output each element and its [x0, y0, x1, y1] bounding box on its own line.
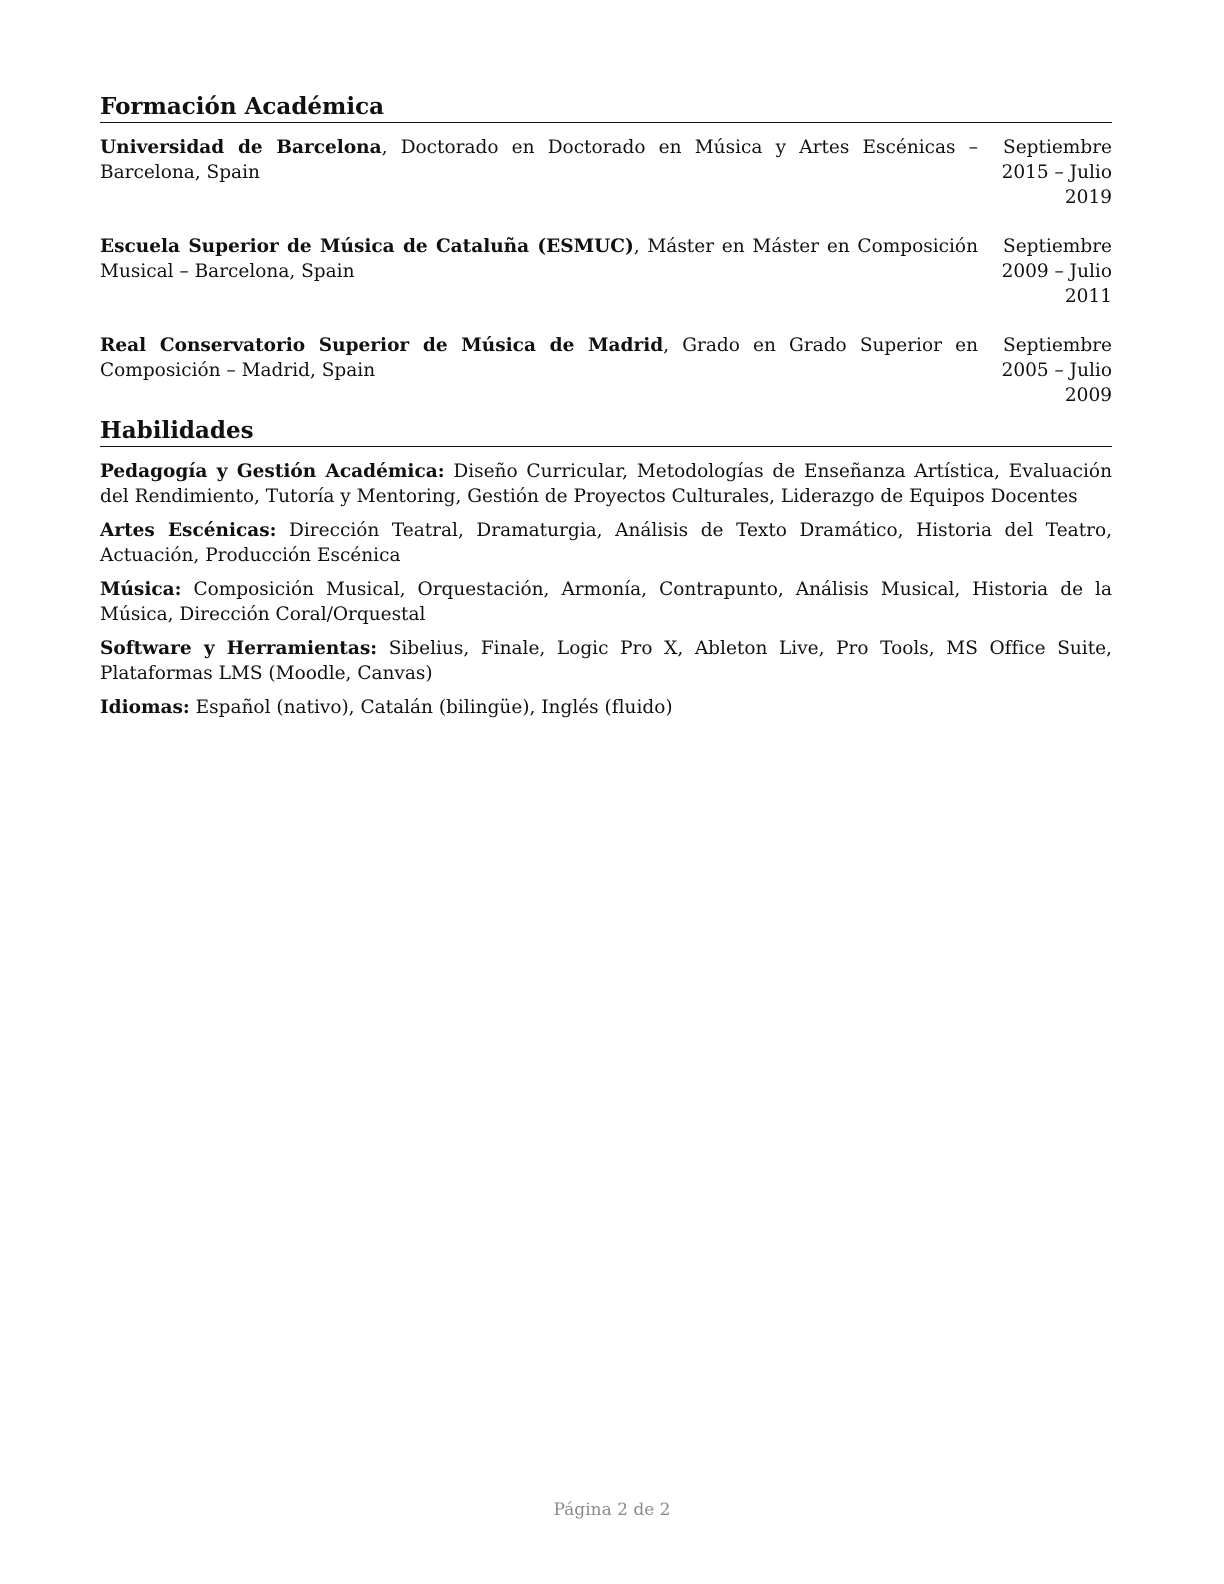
skill-label: Idiomas:	[100, 697, 190, 718]
education-institution: Escuela Superior de Música de Cataluña (ESMUC)	[100, 236, 634, 257]
education-description: , Máster en Máster en Composición Musical – Barcelona, Spain	[100, 236, 978, 282]
education-entry	[100, 135, 1112, 210]
skill-item	[100, 459, 1112, 509]
education-entry	[100, 234, 1112, 309]
education-list	[100, 123, 1112, 408]
resume-page	[100, 92, 1112, 729]
skill-text: Dirección Teatral, Dramaturgia, Análisis de Texto Dramático, Historia del Teatro, Actuación, Producción Escénica	[100, 520, 1112, 566]
education-dates: Septiembre 2009 – Julio 2011	[1001, 236, 1112, 307]
skill-item	[100, 636, 1112, 686]
education-entry-main	[100, 234, 978, 284]
skills-section	[100, 416, 1112, 720]
skill-text: Sibelius, Finale, Logic Pro X, Ableton Live, Pro Tools, MS Office Suite, Plataformas LMS (Moodle, Canvas)	[100, 638, 1112, 684]
skill-text: Español (nativo), Catalán (bilingüe), Inglés (fluido)	[189, 697, 673, 718]
education-entry	[100, 333, 1112, 408]
education-institution: Real Conservatorio Superior de Música de Madrid	[100, 335, 664, 356]
education-description: , Grado en Grado Superior en Composición – Madrid, Spain	[100, 335, 978, 381]
section-title-skills: Habilidades	[100, 416, 1112, 447]
education-entry-main	[100, 135, 978, 185]
page-number: Página 2 de 2	[553, 1500, 671, 1520]
skill-text: Diseño Curricular, Metodologías de Enseñanza Artística, Evaluación del Rendimiento, Tutoría y Mentoring, Gestión de Proyectos Culturales, Liderazgo de Equipos Docentes	[100, 461, 1112, 507]
skill-item	[100, 695, 1112, 720]
education-institution: Universidad de Barcelona	[100, 137, 382, 158]
education-entry-main	[100, 333, 978, 383]
skill-label: Música:	[100, 579, 182, 600]
skill-item	[100, 577, 1112, 627]
skill-item	[100, 518, 1112, 568]
education-dates: Septiembre 2015 – Julio 2019	[1001, 137, 1112, 208]
section-title-education: Formación Académica	[100, 92, 1112, 123]
skill-text: Composición Musical, Orquestación, Armonía, Contrapunto, Análisis Musical, Historia de la Música, Dirección Coral/Orquestal	[100, 579, 1112, 625]
skill-label: Pedagogía y Gestión Académica:	[100, 461, 445, 482]
education-dates: Septiembre 2005 – Julio 2009	[1001, 335, 1112, 406]
education-description: , Doctorado en Doctorado en Música y Artes Escénicas – Barcelona, Spain	[100, 137, 978, 183]
skill-label: Software y Herramientas:	[100, 638, 378, 659]
education-section	[100, 92, 1112, 408]
skill-label: Artes Escénicas:	[100, 520, 277, 541]
skills-list	[100, 447, 1112, 720]
